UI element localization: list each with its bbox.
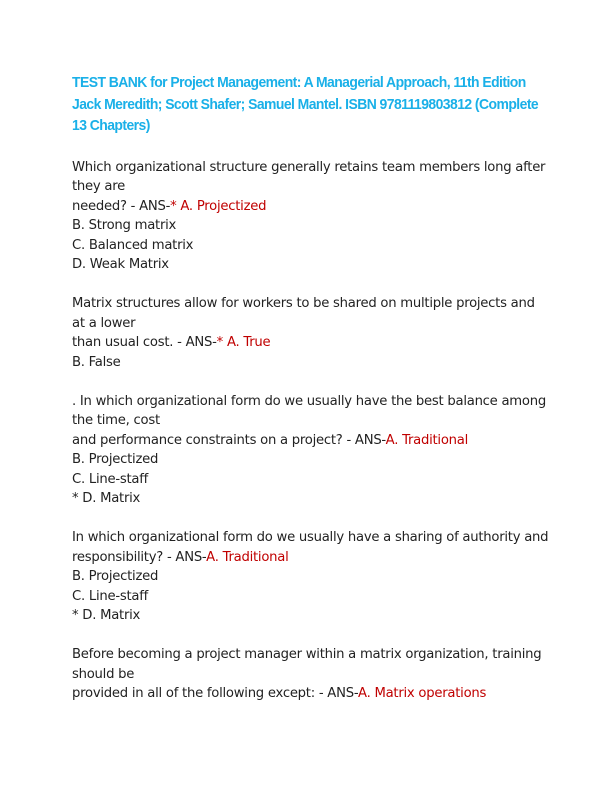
option-text: B. Strong matrix bbox=[72, 218, 177, 233]
answer-text: * A. Projectized bbox=[170, 198, 267, 214]
answer-line bbox=[72, 431, 542, 451]
option-text: C. Balanced matrix bbox=[72, 237, 194, 253]
answer-prefix: provided in all of the following except: - ANS- bbox=[72, 686, 359, 701]
document-page bbox=[72, 72, 549, 704]
option-text: C. Line-staff bbox=[72, 471, 148, 487]
question-block bbox=[72, 528, 549, 626]
title-line: TEST BANK for Project Management: A Managerial Approach, 11th Edition bbox=[72, 74, 526, 91]
answer-prefix: than usual cost. - ANS- bbox=[72, 335, 217, 350]
answer-line bbox=[72, 548, 542, 568]
answer-prefix: responsibility? - ANS- bbox=[72, 549, 207, 565]
question-text: . In which organizational form do we usually have the best balance among bbox=[72, 393, 546, 409]
title-line: 13 Chapters) bbox=[72, 117, 150, 134]
answer-text: A. Traditional bbox=[206, 549, 289, 565]
document-title bbox=[72, 72, 542, 137]
option-text: C. Line-staff bbox=[72, 588, 148, 604]
option-text: B. Projectized bbox=[72, 452, 159, 467]
answer-line bbox=[72, 333, 542, 353]
question-text: Matrix structures allow for workers to be shared on multiple projects and bbox=[72, 296, 535, 311]
question-text: Which organizational structure generally retains team members long after bbox=[72, 159, 546, 175]
option-text: B. False bbox=[72, 354, 121, 370]
answer-line bbox=[72, 684, 542, 704]
answer-prefix: needed? - ANS- bbox=[72, 198, 171, 214]
question-text: they are bbox=[72, 179, 125, 194]
question-block bbox=[72, 158, 546, 275]
question-text: should be bbox=[72, 666, 135, 682]
option-text: * D. Matrix bbox=[72, 491, 141, 506]
answer-prefix: and performance constraints on a project? - ANS- bbox=[72, 432, 386, 448]
option-text: * D. Matrix bbox=[72, 608, 141, 623]
question-block bbox=[72, 392, 546, 509]
answer-text: A. Matrix operations bbox=[358, 686, 487, 701]
question-block bbox=[72, 645, 542, 704]
question-text: In which organizational form do we usually have a sharing of authority and bbox=[72, 530, 549, 545]
answer-text: * A. True bbox=[216, 335, 271, 350]
answer-text: A. Traditional bbox=[385, 432, 468, 448]
answer-line bbox=[72, 197, 542, 217]
question-text: the time, cost bbox=[72, 413, 160, 428]
question-text: at a lower bbox=[72, 315, 136, 331]
title-line: Jack Meredith; Scott Shafer; Samuel Mantel. ISBN 9781119803812 (Complete bbox=[72, 95, 539, 113]
question-block bbox=[72, 294, 542, 372]
option-text: D. Weak Matrix bbox=[72, 257, 169, 272]
option-text: B. Projectized bbox=[72, 569, 159, 584]
question-text: Before becoming a project manager within a matrix organization, training bbox=[72, 647, 542, 662]
